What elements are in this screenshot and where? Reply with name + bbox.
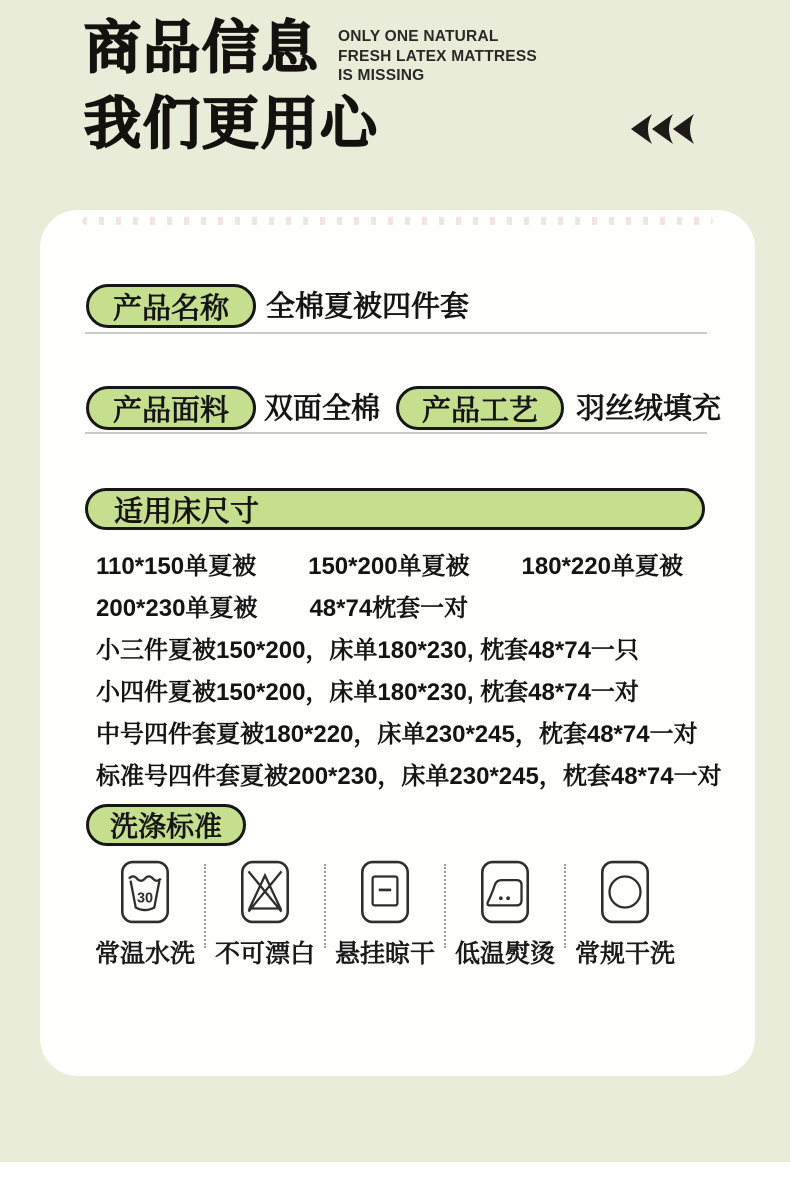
washing-symbols-row (86, 860, 684, 970)
bed-sizes-list (96, 546, 726, 798)
product-fabric-pill (86, 386, 256, 430)
size-line: 小四件夏被150*200，床单180*230, 枕套48*74一对 (96, 679, 639, 706)
page-subtitle (338, 27, 537, 86)
washing-item-label: 常规干洗 (574, 940, 675, 968)
decorative-trim (82, 217, 713, 225)
product-name-pill (86, 284, 256, 328)
product-craft-pill (396, 386, 564, 430)
product-craft-label: 产品工艺 (421, 394, 538, 427)
size-line: 小三件夏被150*200，床单180*230, 枕套48*74一只 (96, 637, 639, 664)
product-fabric-label: 产品面料 (112, 394, 229, 427)
subtitle-line1: ONLY ONE NATURAL (338, 28, 499, 45)
product-info-card (40, 210, 755, 1076)
washing-item-label: 常温水洗 (94, 940, 195, 968)
divider (85, 332, 707, 334)
washing-item-label: 低温熨烫 (454, 940, 555, 968)
product-name-value: 全棉夏被四件套 (266, 291, 470, 323)
subtitle-line2: FRESH LATEX MATTRESS (338, 47, 537, 65)
washing-section-pill (86, 804, 246, 846)
wash-30-icon (120, 860, 170, 924)
page-title-line1: 商品信息 (84, 16, 320, 80)
washing-section-label: 洗涤标准 (109, 811, 222, 842)
product-name-label: 产品名称 (112, 292, 229, 325)
washing-item (446, 860, 564, 970)
subtitle-line3: IS MISSING (338, 67, 425, 84)
no-bleach-icon (240, 860, 290, 924)
divider (85, 432, 707, 434)
size-item: 200*230单夏被 (96, 595, 258, 622)
bed-sizes-section-label: 适用床尺寸 (114, 495, 260, 528)
size-item: 180*220单夏被 (521, 553, 683, 580)
washing-item-label: 不可漂白 (214, 940, 315, 968)
page-title-line2: 我们更用心 (84, 92, 379, 156)
page-title (84, 10, 379, 162)
size-item: 110*150单夏被 (96, 553, 257, 580)
bed-sizes-section-bar (85, 488, 705, 530)
bottom-white-strip (0, 1162, 790, 1194)
size-line: 标准号四件套夏被200*230，床单230*245，枕套48*74一对 (96, 763, 722, 790)
washing-item (206, 860, 324, 970)
triple-left-arrow-icon (630, 112, 696, 146)
hang-dry-icon (360, 860, 410, 924)
washing-item (566, 860, 684, 970)
dry-clean-icon (600, 860, 650, 924)
product-fabric-value: 双面全棉 (264, 393, 381, 425)
product-craft-value: 羽丝绒填充 (576, 393, 722, 425)
size-line: 中号四件套夏被180*220，床单230*245，枕套48*74一对 (96, 721, 698, 748)
low-iron-icon (480, 860, 530, 924)
size-item: 150*200单夏被 (308, 553, 470, 580)
size-line (96, 588, 726, 630)
size-item: 48*74枕套一对 (309, 595, 469, 622)
washing-item (326, 860, 444, 970)
washing-item (86, 860, 204, 970)
svg-text:30: 30 (136, 890, 154, 907)
washing-item-label: 悬挂晾干 (334, 940, 435, 968)
size-line (96, 546, 726, 588)
